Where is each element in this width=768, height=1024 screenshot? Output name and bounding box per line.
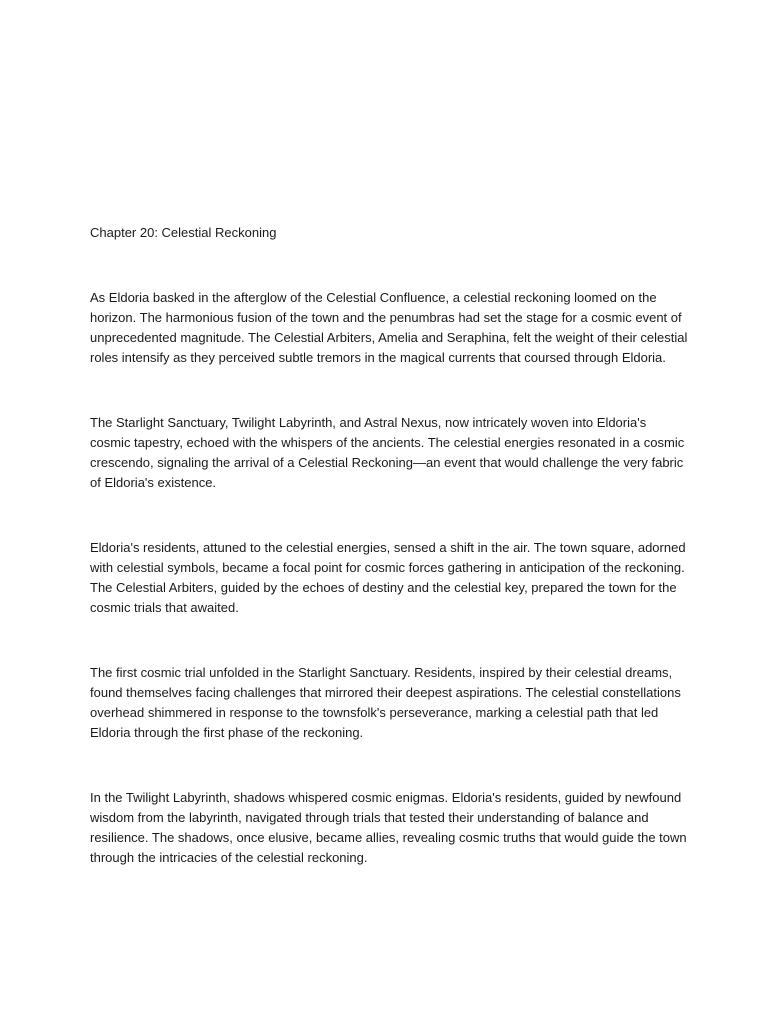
chapter-title: Chapter 20: Celestial Reckoning	[90, 225, 277, 240]
paragraph: The Starlight Sanctuary, Twilight Labyrinth, and Astral Nexus, now intricately woven into Eldoria's cosmic tapestry, echoed with the whispers of the ancients. The celestial energies resonated in a cosmic crescendo, signaling the arrival of a Celestial Reckoning—an event that would challenge the very fabric of Eldoria's existence.	[90, 415, 685, 490]
document-body	[90, 223, 690, 868]
paragraph: The first cosmic trial unfolded in the Starlight Sanctuary. Residents, inspired by their celestial dreams, found themselves facing challenges that mirrored their deepest aspirations. The celestial constellations overhead shimmered in response to the townsfolk's perseverance, marking a celestial path that led Eldoria through the first phase of the reckoning.	[90, 665, 681, 740]
paragraph: As Eldoria basked in the afterglow of the Celestial Confluence, a celestial reckoning loomed on the horizon. The harmonious fusion of the town and the penumbras had set the stage for a cosmic event of unprecedented magnitude. The Celestial Arbiters, Amelia and Seraphina, felt the weight of their celestial roles intensify as they perceived subtle tremors in the magical currents that coursed through Eldoria.	[90, 290, 688, 365]
paragraph: In the Twilight Labyrinth, shadows whispered cosmic enigmas. Eldoria's residents, guided by newfound wisdom from the labyrinth, navigated through trials that tested their understanding of balance and resilience. The shadows, once elusive, became allies, revealing cosmic truths that would guide the town through the intricacies of the celestial reckoning.	[90, 790, 687, 865]
paragraph: Eldoria's residents, attuned to the celestial energies, sensed a shift in the air. The town square, adorned with celestial symbols, became a focal point for cosmic forces gathering in anticipation of the reckoning. The Celestial Arbiters, guided by the echoes of destiny and the celestial key, prepared the town for the cosmic trials that awaited.	[90, 540, 686, 615]
